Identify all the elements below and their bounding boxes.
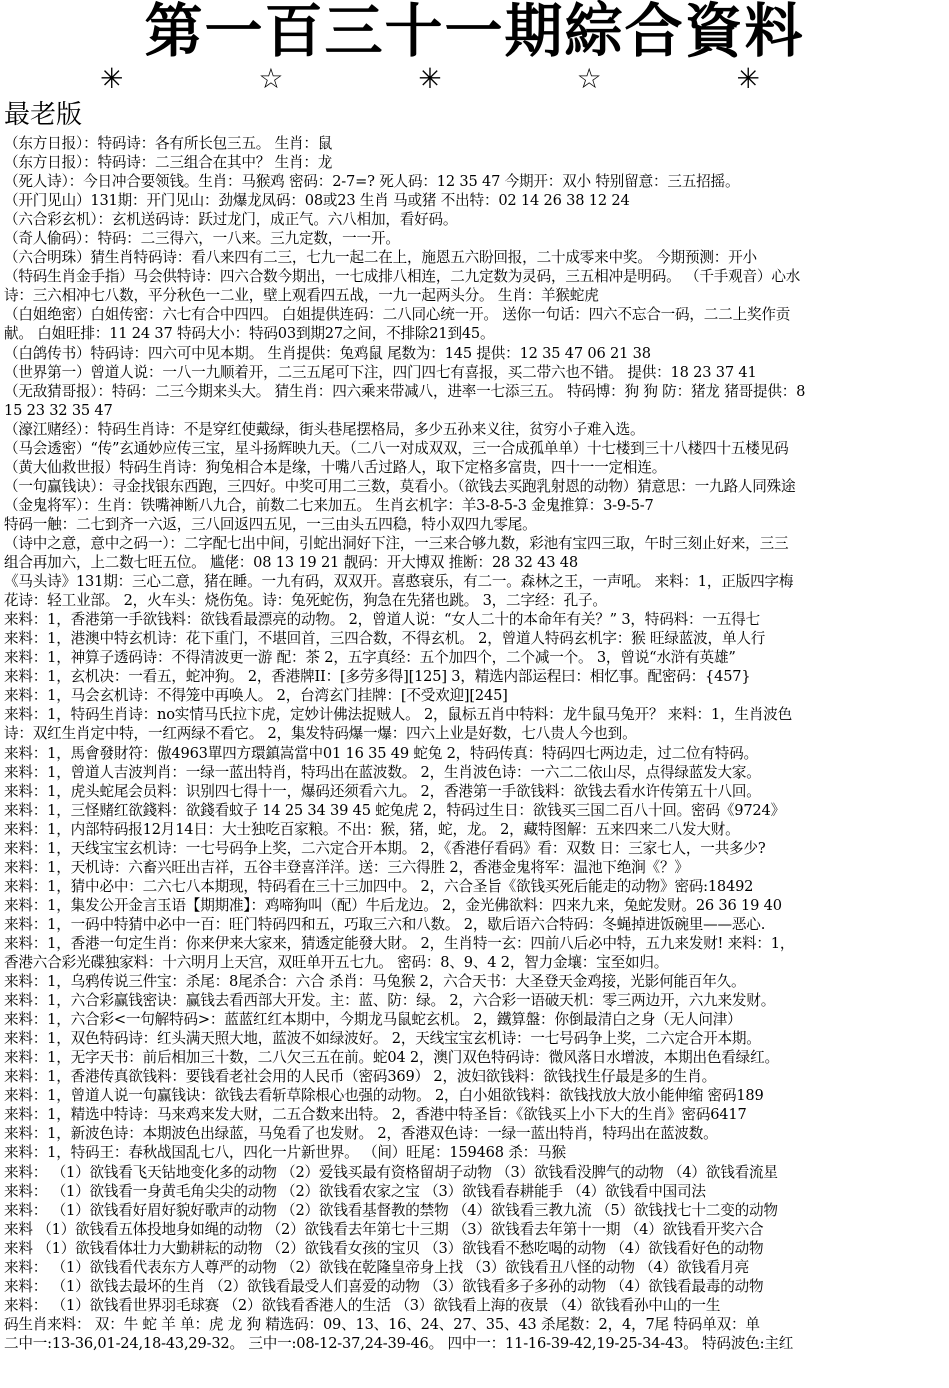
text-line: 来料：1，香港第一手欲钱料：欲钱看最漂亮的动物。 2，曾道人说：“女人二十的本命年有关？” 3，特码料：一五得七 [4,611,760,629]
text-line: 来料： （1）欲钱看好眉好貌好歌声的动物 （2）欲钱看基督教的禁物 （4）欲钱看三教九流 （5）欲钱找七十二变的动物 [4,1201,778,1219]
text-line: （东方日报）：特码诗：二三组合在其中？ 生肖：龙 [4,154,333,172]
outline-star-icon: ☆ [576,62,602,95]
text-line: 来料：1，神算子透码诗：不得清波更一游 配：茶 2，五字真经：五个加四个，二个减一个。 3，曾说“水浒有英雄” [4,649,736,667]
text-line: 来料：1，曾道人吉波判肖：一绿一蓝出特肖，特玛出在蓝波数。 2，生肖波色诗：一六二二依山尽，点得绿蓝发大家。 [4,763,761,781]
text-line: 来料：1，乌鸦传说三件宝：杀尾：8尾杀合：六合 杀肖：马兔猴 2，六合天书：大圣登天金鸡接，光影何能百年久。 [4,973,746,991]
text-line: （白姐绝密）白姐传密：六七有合中四四。 白姐提供连码：二八同心统一开。 送你一句话：四六不忘合一码，二二上奖作贡 [4,306,791,324]
text-line: 来料：1，虎头蛇尾会员料：识别四七得十一，爆码还须看六九。 2，香港第一手欲钱料：欲钱去看水许传第五十八回。 [4,782,761,800]
text-line: 15 23 32 35 47 [4,401,113,419]
text-line: 来料：1，无字天书：前后相加三十数，二八欠三五在前。蛇04 2，澳门双色特码诗：微风落日水增波，本期出色看绿红。 [4,1049,779,1067]
text-line: 来料： （1）欲钱去最坏的生肖 （2）欲钱看最受人们喜爱的动物 （3）欲钱看多子多孙的动物 （4）欲钱看最毒的动物 [4,1277,764,1295]
text-line: （六合彩玄机）：玄机送码诗：跃过龙门，成正气。六八相加，看好码。 [4,211,458,229]
text-line: 花诗：轻工业部。 2，火车头：烧伤兔。诗：兔死蛇伤，狗急在先猪也跳。 3，二字经：孔子。 [4,592,607,610]
text-line: 来料：1，猜中必中：二六七八本期现，特码看在三十三加四中。 2，六合圣旨《欲钱买死后能走的动物》密码:18492 [4,877,754,895]
text-line: 来料：1，天线宝宝玄机诗：一七号码争上奖，二六定合开本期。 2，《香港仔看码》看：双数 日：三家七人，一共多少? [4,839,766,857]
text-line: 来料：1，玄机决：一看五，蛇冲狗。 2，香港牌II：[多劳多得][125] 3，精选内部运程曰：相忆事。配密码：{457} [4,668,751,686]
text-line: （无敌猜哥报）：特码：二三今期来头大。 猜生肖：四六乘来带减八，进率一七添三五。 特码博：狗 狗 防：猪龙 猪哥提供：8 [4,382,806,400]
text-line: 来料：1，内部特码报12月14日：大士独吃百家粮。不出：猴，猪，蛇，龙。 2，藏特图解：五来四来二八发大财。 [4,820,740,838]
text-line: 特码一触：二七到齐一六返，三八回返四五见，一三由头五四稳，特小双四九零尾。 [4,515,537,533]
text-line: 来料：1，一码中特猜中必中一百：旺门特码四和五，巧取三六和八数。 2，歇后语六合特码：冬蝇掉进饭碗里——恶心. [4,915,766,933]
text-line: 来料：1，港澳中特玄机诗：花下重门，不堪回首，三四合数，不得玄机。 2，曾道人特码玄机字：猴 旺绿蓝波，单人行 [4,630,766,648]
text-line: （六合明珠）猜生肖特码诗：看八来四有二三，七九一起二在上，施恩五六盼回报，二十成零来中奖。 今期预测：开小 [4,249,757,267]
text-line: 来料：1，曾道人说一句赢钱诀：欲钱去看斩草除根心也强的动物。 2，白小姐欲钱料：欲钱找放大放小能伸缩 密码189 [4,1087,764,1105]
star-divider [100,64,760,94]
text-line: 来料：1，特码王：春秋战国乱七八，四化一片新世界。 （间）旺尾：159468 杀：马猴 [4,1144,566,1162]
outline-star-icon: ☆ [258,62,284,95]
text-line: 来料：1，三怪赌红欲錢料：欲錢看蚊子 14 25 34 39 45 蛇兔虎 2，特码过生日：欲钱买三国二百八十回。密码《9724》 [4,801,785,819]
text-line: （特码生肖金手指）马会供特诗：四六合数今期出，一七成排八相连，二九定数为灵码，三五相冲是明码。 （千手观音）心水 [4,268,801,286]
text-line: 来料： （1）欲钱看代表东方人尊严的动物 （2）欲钱在乾隆皇帝身上找 （3）欲钱看丑八怪的动物 （4）欲钱看月亮 [4,1258,750,1276]
text-line: （诗中之意，意中之码一）：二字配七出中间，引蛇出洞好下注，一三来合够九数，彩池有宝四三取，午时三刻止好来，三三 [4,534,789,552]
text-line: 来料：1，新波色诗：本期波色出绿蓝，马兔看了也发财。 2，香港双色诗：一绿一蓝出特肖，特玛出在蓝波数。 [4,1125,718,1143]
text-line: 来料 （1）欲钱看五体投地身如绳的动物 （2）欲钱看去年第七十三期 （3）欲钱看去年第十一期 （4）欲钱看开奖六合 [4,1220,764,1238]
text-line: 码生肖来料： 双：牛 蛇 羊 单：虎 龙 狗 精选码：09、13、16、24、27、35、43 杀尾数：2，4，7尾 特码单双：单 [4,1315,760,1333]
text-line: （东方日报）：特码诗：各有所长包三五。 生肖：鼠 [4,135,333,152]
text-line: 来料：1，马会玄机诗：不得笼中再唤人。 2，台湾玄门挂牌：[不受欢迎][245] [4,687,508,705]
text-line: （金鬼将军）：生肖：铁嘴神断八九合，前数二七来加五。 生肖玄机字：羊3-8-5-3 金鬼推算：3-9-5-7 [4,496,654,514]
text-line: 来料：1，香港传真欲钱料：要钱看老社会用的人民币（密码369） 2，波妇欲钱料：欲钱找生仔最是多的生肖。 [4,1068,716,1086]
text-line: 二中一:13-36,01-24,18-43,29-32。 三中一:08-12-37,24-39-46。 四中一：11-16-39-42,19-25-34-43。 特码波色:主红 [4,1334,794,1352]
version-label: 最老版 [4,100,83,130]
text-line: 来料：1，香港一句定生肖：你来伊来大家来，猜透定能發大財。 2，生肖特一玄：四前八后必中特，五九来发财! 来料：1， [4,934,795,952]
text-line: （一句赢钱诀）：寻金找银东西跑，三四好。中奖可用二三数，莫看小。（欲钱去买跑乳射恩的动物）猜意思：一九路人同殊途 [4,477,796,495]
text-line: 《马头诗》131期：三心二意，猪在睡。一九有码，双双开。喜憨衰乐，有二一。森林之王，一声吼。 来料：1，正版四字梅 [4,573,794,591]
text-line: 来料：1，特码生肖诗：no实情马氏拉卞虎，定妙计佛法捉贼人。 2，鼠标五肖中特料：龙牛鼠马兔开？ 来料：1，生肖波色 [4,706,793,724]
text-line: （世界第一）曾道人说：一八一九顺着开，二三五尾可下注，四门四七有喜报，买二带六也不错。 提供：18 23 37 41 [4,363,757,381]
text-line: 来料：1，精选中特诗：马来鸡来发大财，二五合数来出特。 2，香港中特圣旨：《欲钱买上小下大的生肖》密码6417 [4,1106,747,1124]
asterisk-star-icon: ✳ [736,62,760,95]
text-line: 来料：1，天机诗：六畜兴旺出吉祥，五谷丰登喜洋洋。送：三六得胜 2，香港金鬼将军：温池下绝涧《？》 [4,858,689,876]
text-line: 诗：三六相冲七八数，平分秋色一二业，壁上观看四五战，一九一起两头分。 生肖：羊猴蛇虎 [4,287,599,305]
text-line: （奇人偷码）：特码：二三得六，一八来。三九定数，一一开。 [4,230,400,248]
text-line: 诗：双红生肖定中特，一红两绿不看它。 2，集发特码爆一爆：四六上业是好数，七八贵人今也到。 [4,725,637,743]
text-line: 来料： （1）欲钱看飞天钻地变化多的动物 （2）爱钱买最有资格留胡子动物 （3）欲钱看没脾气的动物 （4）欲钱看流星 [4,1163,778,1181]
text-line: 香港六合彩光碟独家料：十六明月上天宫，双旺单开五七九。 密码：8、9、4 2，智力金壤：宝至如归。 [4,954,669,972]
text-line: 来料： （1）欲钱看世界羽毛球赛 （2）欲钱看香港人的生活 （3）欲钱看上海的夜景 （4）欲钱看孙中山的一生 [4,1296,721,1314]
text-line: 来料：1，六合彩<一句解特码>：蓝蓝红红本期中，今期龙马鼠蛇玄机。 2，鐵算盤：你倒最清白之身（无人问津） [4,1011,742,1029]
asterisk-star-icon: ✳ [418,62,442,95]
text-line: （马会透密）“传”玄通妙应传三宝，星斗扬辉映九天。（二八一对成双双，三一合成孤单单）十七楼到三十八楼四十五楼见码 [4,439,789,457]
text-line: （白鸽传书）特码诗：四六可中见本期。 生肖提供：兔鸡鼠 尾数为：145 提供：12 35 47 06 21 38 [4,344,651,362]
text-line: 组合再加六，上二数七旺五位。 尴佬：08 13 19 21 靓码：开大博双 推断：28 32 43 48 [4,554,578,572]
text-line: 来料：1，六合彩赢钱密诀：赢钱去看西部大开发。主：蓝、防：绿。 2，六合彩一语破天机：零三两边开，六九来发财。 [4,992,776,1010]
text-line: （死人诗）：今日冲合要领钱。生肖：马猴鸡 密码：2-7=? 死人码：12 35 47 今期开：双小 特别留意：三五招摇。 [4,173,740,191]
text-line: （开门见山）131期：开门见山：劲爆龙凤码：08或23 生肖 马或猪 不出特：02 14 26 38 12 24 [4,192,630,210]
text-line: 来料： （1）欲钱看一身黄毛角尖尖的动物 （2）欲钱看农家之宝 （3）欲钱看春耕能手 （4）欲钱看中国司法 [4,1182,706,1200]
text-line: 来料 （1）欲钱看体壮力大勤耕耘的动物 （2）欲钱看女孩的宝贝 （3）欲钱看不愁吃喝的动物 （4）欲钱看好色的动物 [4,1239,764,1257]
text-line: （濠江赌经）：特码生肖诗：不是穿红使戴绿，街头巷尾摆格局，多少五孙来义往，贫穷小子难入选。 [4,420,645,438]
asterisk-star-icon: ✳ [100,62,124,95]
text-line: 来料：1，双色特码诗：红头满天照大地，蓝波不如绿波好。 2，天线宝宝玄机诗：一七号码争上奖，二六定合开本期。 [4,1030,761,1048]
page-title: 第一百三十一期綜合資料 [144,0,805,65]
text-body [4,134,944,1353]
text-line: 来料：1，馬會發財符：傲4963單四方環鎮嵩當中01 16 35 49 蛇兔 2，特码传真：特码四七两边走，过二位有特码。 [4,744,758,762]
text-line: （黄大仙救世报）特码生肖诗：狗兔相合本是缘，十嘴八舌过路人，取下定格多富贵，四十一一定相连。 [4,458,667,476]
text-line: 来料：1，集发公开金言玉语【期期准】：鸡啼狗叫（配）牛后龙边。 2，金光佛欲料：四来九来，兔蛇发财。26 36 19 40 [4,896,782,914]
text-line: 献。 白姐旺排：11 24 37 特码大小：特码03到期27之间，不排除21到45。 [4,325,495,343]
